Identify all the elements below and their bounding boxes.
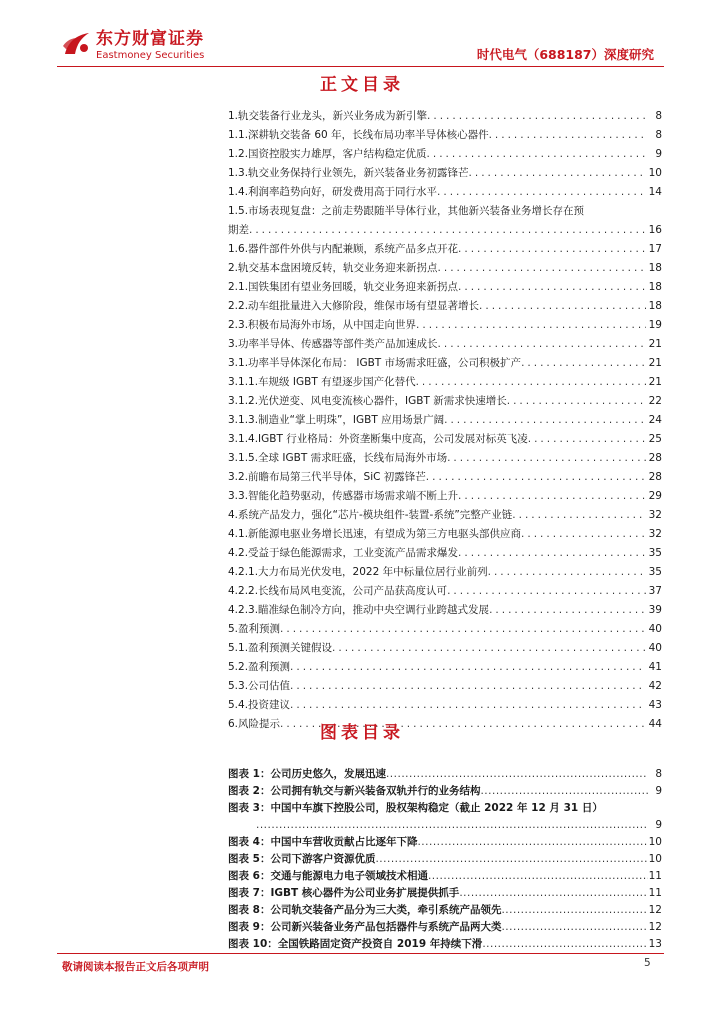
toc-entry-label: 5.4.投资建议 (228, 699, 291, 711)
figure-entry[interactable] (228, 902, 662, 919)
figure-entry-label: 图表 1：公司历史悠久，发展迅速 (228, 768, 386, 780)
toc-entry-page: 40 (648, 623, 662, 635)
figure-entry[interactable] (228, 766, 662, 783)
figure-entry[interactable] (228, 783, 662, 800)
leader-dots (427, 145, 646, 164)
figure-entry-label: 图表 5：公司下游客户资源优质 (228, 853, 376, 865)
toc-entry-label: 5.3.公司估值 (228, 680, 291, 692)
toc-entry-label: 3.1.功率半导体深化布局： IGBT 市场需求旺盛，公司积极扩产 (228, 357, 522, 369)
page-number: 5 (644, 957, 651, 969)
toc-entry-label: 1.2.国资控股实力雄厚，客户结构稳定优质 (228, 148, 427, 160)
toc-entry-label: 3.2.前瞻布局第三代半导体，SiC 初露锋芒 (228, 471, 426, 483)
toc-entry[interactable] (228, 354, 662, 373)
figure-entry-page: 12 (648, 921, 662, 933)
figure-entry-page: 11 (648, 870, 662, 882)
header-divider (57, 66, 664, 67)
toc-entry-label: 2.轨交基本盘困境反转，轨交业务迎来新拐点 (228, 262, 438, 274)
leader-dots (386, 766, 648, 783)
toc-entry-label: 1.6.器件部件外供与内配兼顾，系统产品多点开花 (228, 243, 459, 255)
toc-entry[interactable] (228, 582, 662, 601)
toc-entry-page: 29 (648, 490, 662, 502)
figure-entry[interactable] (228, 919, 662, 936)
toc-entry-label: 2.3.积极布局海外市场，从中国走向世界 (228, 319, 417, 331)
figure-entry[interactable] (228, 800, 662, 817)
toc-entry-label: 4.1.新能源电驱业务增长迅速，有望成为第三方电驱头部供应商 (228, 528, 522, 540)
leader-dots (489, 601, 646, 620)
figure-entry-label: 图表 3：中国中车旗下控股公司，股权架构稳定（截止 2022 年 12 月 31 日） (228, 802, 603, 814)
page-header (62, 30, 662, 70)
toc-entry-page: 18 (648, 281, 662, 293)
leader-dots (428, 868, 648, 885)
leader-dots (512, 506, 646, 525)
toc-entry[interactable] (228, 430, 662, 449)
figure-entry-page: 9 (655, 819, 662, 831)
leader-dots (375, 851, 648, 868)
toc-entry-page: 43 (648, 699, 662, 711)
leader-dots (438, 259, 646, 278)
leader-dots (488, 563, 646, 582)
toc-entry-label: 5.1.盈利预测关键假设 (228, 642, 333, 654)
logo-english-text: Eastmoney Securities (96, 50, 205, 61)
company-logo (62, 30, 204, 62)
toc-entry-page: 32 (648, 528, 662, 540)
leader-dots (528, 430, 646, 449)
leader-dots (458, 240, 646, 259)
toc-entry-page: 21 (648, 376, 662, 388)
toc-entry-label: 3.1.3.制造业“掌上明珠”，IGBT 应用场景广阔 (228, 414, 445, 426)
figure-entry-label: 图表 7：IGBT 核心器件为公司业务扩展提供抓手 (228, 887, 460, 899)
leader-dots (256, 817, 648, 834)
toc-heading: 正文目录 (320, 75, 404, 95)
toc-entry-page: 35 (648, 547, 662, 559)
toc-entry-label: 1.3.轨交业务保持行业领先，新兴装备业务初露锋芒 (228, 167, 469, 179)
figure-entry-page: 13 (648, 938, 662, 950)
leader-dots (480, 783, 648, 800)
leader-dots (332, 639, 646, 658)
figure-entry-page: 10 (648, 836, 662, 848)
leader-dots (479, 297, 646, 316)
toc-entry-label: 3.1.5.全球 IGBT 需求旺盛，长线布局海外市场 (228, 452, 448, 464)
leader-dots (447, 449, 646, 468)
figure-entry[interactable] (228, 885, 662, 902)
figures-heading: 图表目录 (320, 723, 404, 743)
toc-entry-page: 9 (655, 148, 662, 160)
toc-entry-page: 17 (648, 243, 662, 255)
toc-entry-label: 期差 (228, 224, 249, 236)
toc-entry-page: 25 (648, 433, 662, 445)
toc-entry[interactable] (228, 601, 662, 620)
leader-dots (416, 316, 646, 335)
toc-entry-label: 1.5.市场表现复盘：之前走势跟随半导体行业，其他新兴装备业务增长存在预 (228, 205, 585, 217)
toc-entry[interactable] (228, 468, 662, 487)
leader-dots (501, 919, 648, 936)
toc-entry-page: 16 (648, 224, 662, 236)
toc-entry-label: 3.3.智能化趋势驱动，传感器市场需求端不断上升 (228, 490, 459, 502)
leader-dots (417, 834, 648, 851)
toc-entry-page: 19 (648, 319, 662, 331)
toc-entry[interactable] (228, 487, 662, 506)
leader-dots (458, 487, 646, 506)
figure-entry-label: 图表 9：公司新兴装备业务产品包括器件与系统产品两大类 (228, 921, 502, 933)
figure-entry-continuation[interactable] (228, 817, 662, 834)
figure-entry-label: 图表 2：公司拥有轨交与新兴装备双轨并行的业务结构 (228, 785, 481, 797)
toc-entry-page: 18 (648, 262, 662, 274)
toc-entry-label: 3.功率半导体、传感器等部件类产品加速成长 (228, 338, 438, 350)
report-title: 时代电气（688187）深度研究 (476, 47, 654, 62)
toc-entry-page: 10 (648, 167, 662, 179)
leader-dots (507, 392, 646, 411)
toc-entry[interactable] (228, 259, 662, 278)
toc-entry-page: 21 (648, 338, 662, 350)
eastmoney-logo-icon (62, 30, 92, 58)
toc-entry[interactable] (228, 183, 662, 202)
toc-entry-label: 3.1.2.光伏逆变、风电变流核心器件，IGBT 新需求快速增长 (228, 395, 507, 407)
toc-entry-label: 4.系统产品发力，强化“芯片-模块组件-装置-系统”完整产业链 (228, 509, 513, 521)
leader-dots (501, 902, 648, 919)
toc-entry-page: 24 (648, 414, 662, 426)
figure-entry[interactable] (228, 868, 662, 885)
toc-entry-page: 14 (648, 186, 662, 198)
toc-entry-page: 32 (648, 509, 662, 521)
list-of-figures (228, 766, 662, 953)
figure-entry-label: 图表 4：中国中车营收贡献占比逐年下降 (228, 836, 418, 848)
leader-dots (249, 221, 646, 240)
toc-entry-label: 1.1.深耕轨交装备 60 年，长线布局功率半导体核心器件 (228, 129, 489, 141)
toc-entry[interactable] (228, 449, 662, 468)
toc-entry[interactable] (228, 392, 662, 411)
leader-dots (469, 164, 646, 183)
leader-dots (280, 620, 646, 639)
figure-entry-page: 11 (648, 887, 662, 899)
leader-dots (489, 126, 646, 145)
toc-entry[interactable] (228, 316, 662, 335)
toc-entry-page: 39 (648, 604, 662, 616)
toc-entry[interactable] (228, 278, 662, 297)
leader-dots (427, 107, 646, 126)
toc-entry[interactable] (228, 297, 662, 316)
toc-entry-label: 4.2.1.大力布局光伏发电，2022 年中标量位居行业前列 (228, 566, 488, 578)
toc-entry-label: 1.轨交装备行业龙头，新兴业务成为新引擎 (228, 110, 428, 122)
toc-entry[interactable] (228, 544, 662, 563)
toc-entry-label: 4.2.2.长线布局风电变流，公司产品获高度认可 (228, 585, 448, 597)
leader-dots (290, 677, 646, 696)
figure-entry[interactable] (228, 834, 662, 851)
toc-entry-label: 2.2.动车组批量进入大修阶段，维保市场有望显著增长 (228, 300, 480, 312)
leader-dots (290, 658, 646, 677)
leader-dots (521, 354, 646, 373)
toc-entry-page: 44 (648, 718, 662, 730)
toc-entry[interactable] (228, 563, 662, 582)
toc-entry[interactable] (228, 240, 662, 259)
table-of-contents (228, 107, 662, 734)
toc-entry-page: 28 (648, 452, 662, 464)
leader-dots (447, 582, 646, 601)
toc-entry[interactable] (228, 506, 662, 525)
toc-entry-page: 18 (648, 300, 662, 312)
toc-entry-page: 37 (648, 585, 662, 597)
logo-chinese-text: 东方财富证券 (96, 29, 204, 49)
toc-entry-label: 2.1.国铁集团有望业务回暖，轨交业务迎来新拐点 (228, 281, 459, 293)
toc-entry[interactable] (228, 677, 662, 696)
figure-entry-label: 图表 10：全国铁路固定资产投资自 2019 年持续下滑 (228, 938, 483, 950)
toc-entry-label: 5.盈利预测 (228, 623, 281, 635)
leader-dots (438, 335, 646, 354)
toc-entry-label: 4.2.受益于绿色能源需求，工业变流产品需求爆发 (228, 547, 459, 559)
footer-divider (57, 953, 664, 954)
toc-entry-label: 5.2.盈利预测 (228, 661, 291, 673)
figure-entry-page: 9 (655, 785, 662, 797)
leader-dots (426, 468, 646, 487)
toc-entry-page: 8 (655, 129, 662, 141)
leader-dots (458, 544, 646, 563)
leader-dots (458, 278, 646, 297)
figure-entry-label: 图表 6：交通与能源电力电子领域技术相通 (228, 870, 428, 882)
toc-entry-label: 3.1.1.车规级 IGBT 有望逐步国产化替代 (228, 376, 416, 388)
figure-entry-page: 10 (648, 853, 662, 865)
toc-entry[interactable] (228, 335, 662, 354)
toc-entry[interactable] (228, 145, 662, 164)
toc-entry-label: 4.2.3.瞄准绿色制冷方向，推动中央空调行业跨越式发展 (228, 604, 490, 616)
toc-entry-page: 41 (648, 661, 662, 673)
toc-entry[interactable] (228, 107, 662, 126)
toc-entry[interactable] (228, 658, 662, 677)
toc-entry[interactable] (228, 221, 662, 240)
footer-disclaimer: 敬请阅读本报告正文后各项声明 (62, 961, 209, 973)
leader-dots (416, 373, 646, 392)
figure-entry-page: 8 (655, 768, 662, 780)
toc-entry-page: 8 (655, 110, 662, 122)
figure-entry[interactable] (228, 851, 662, 868)
leader-dots (290, 696, 646, 715)
toc-entry-page: 28 (648, 471, 662, 483)
leader-dots (459, 885, 648, 902)
toc-entry[interactable] (228, 696, 662, 715)
toc-entry[interactable] (228, 164, 662, 183)
leader-dots (444, 411, 646, 430)
toc-entry[interactable] (228, 411, 662, 430)
toc-entry[interactable] (228, 126, 662, 145)
toc-entry-label: 6.风险提示 (228, 718, 281, 730)
toc-entry[interactable] (228, 639, 662, 658)
figure-entry-label: 图表 8：公司轨交装备产品分为三大类，牵引系统产品领先 (228, 904, 502, 916)
figure-entry[interactable] (228, 936, 662, 953)
toc-entry-page: 22 (648, 395, 662, 407)
toc-entry-wrapped[interactable] (228, 202, 662, 221)
leader-dots (482, 936, 648, 953)
toc-entry-page: 21 (648, 357, 662, 369)
figure-entry-page: 12 (648, 904, 662, 916)
toc-entry-page: 35 (648, 566, 662, 578)
toc-entry-label: 1.4.利润率趋势向好，研发费用高于同行水平 (228, 186, 438, 198)
leader-dots (521, 525, 646, 544)
toc-entry[interactable] (228, 525, 662, 544)
leader-dots (437, 183, 646, 202)
toc-entry[interactable] (228, 620, 662, 639)
toc-entry-page: 42 (648, 680, 662, 692)
toc-entry-label: 3.1.4.IGBT 行业格局：外资垄断集中度高，公司发展对标英飞凌 (228, 433, 528, 445)
toc-entry[interactable] (228, 373, 662, 392)
toc-entry-page: 40 (648, 642, 662, 654)
